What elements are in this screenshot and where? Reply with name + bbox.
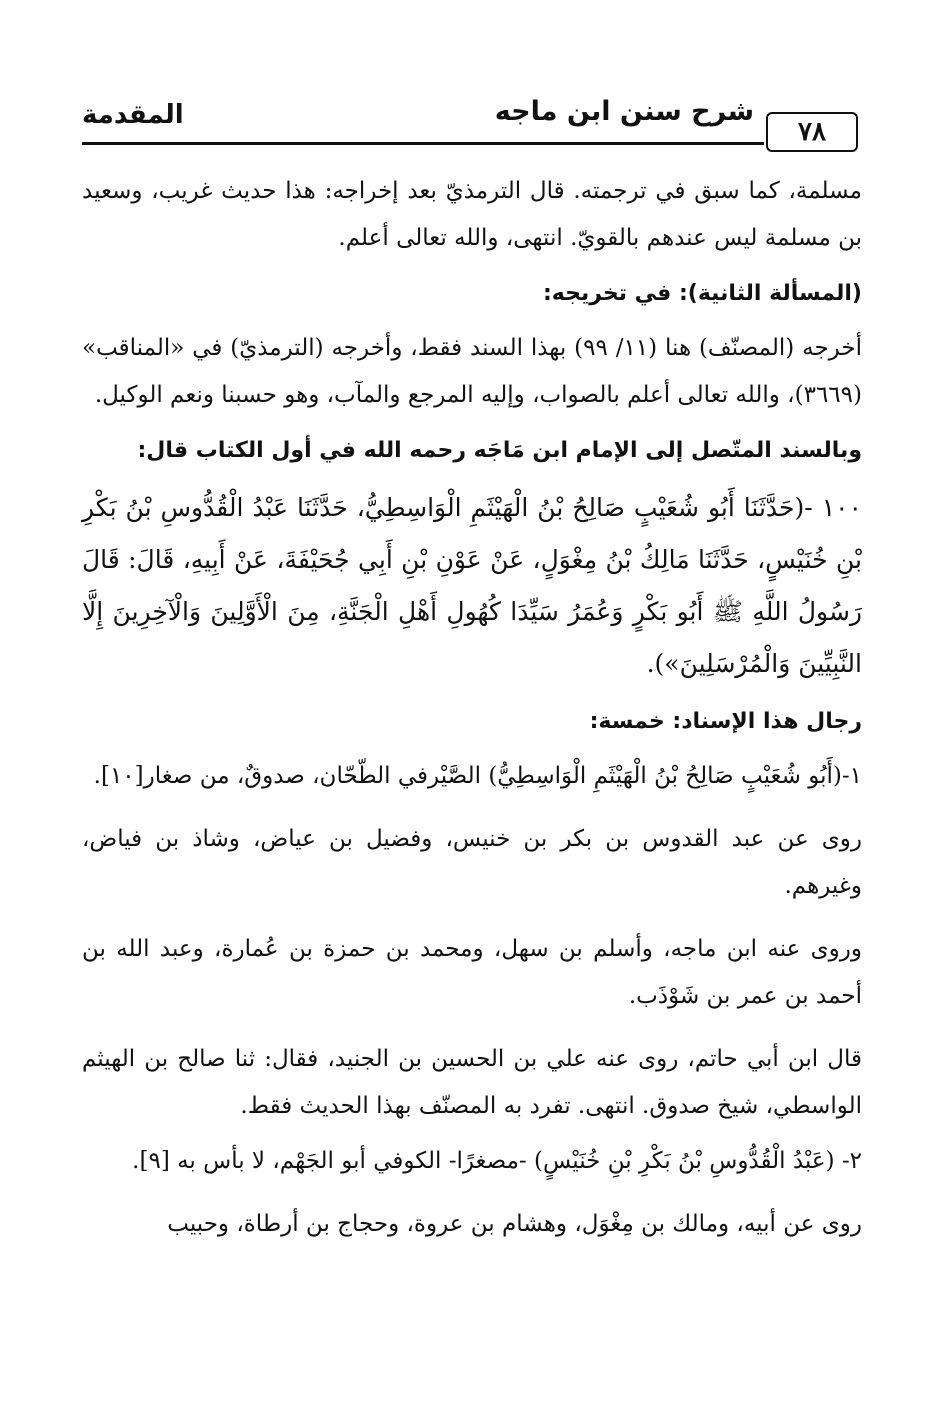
body-text <box>82 168 862 1256</box>
paragraph: قال ابن أبي حاتم، روى عنه علي بن الحسين بن الجنيد، فقال: ثنا صالح بن الهيثم الواسطي، شيخ صدوق. انتهى. تفرد به المصنّف بهذا الحديث فقط. <box>82 1046 862 1119</box>
page-number: ٧٨ <box>766 112 858 152</box>
narrator-entry: ٢- (عَبْدُ الْقُدُّوسِ بْنُ بَكْرِ بْنِ خُنَيْسٍ) -مصغرًا- الكوفي أبو الجَهْم، لا بأس به [٩]. <box>132 1148 862 1174</box>
hadith-text: ١٠٠ -(حَدَّثَنَا أَبُو شُعَيْبٍ صَالِحُ بْنُ الْهَيْثَمِ الْوَاسِطِيُّ، حَدَّثَنَا عَبْدُ الْقُدُّوسِ بْنُ بَكْرِ بْنِ خُنَيْسٍ، حَدَّثَنَا مَالِكُ بْنُ مِغْوَلٍ، عَنْ عَوْنِ بْنِ أَبِي جُحَيْفَةَ، عَنْ أَبِيهِ، قَالَ: قَالَ رَسُولُ اللَّهِ ﷺ أَبُو بَكْرٍ وَعُمَرُ سَيِّدَا كُهُولِ أَهْلِ الْجَنَّةِ، مِنَ الْأَوَّلِينَ وَالْآخِرِينَ إِلَّا النَّبِيِّينَ وَالْمُرْسَلِينَ»). <box>82 493 862 678</box>
page-header <box>82 96 858 156</box>
paragraph: روى عن عبد القدوس بن بكر بن خنيس، وفضيل بن عياض، وشاذ بن فياض، وغيرهم. <box>82 826 862 899</box>
header-divider <box>82 142 764 145</box>
section-title: المقدمة <box>82 100 184 130</box>
paragraph: مسلمة، كما سبق في ترجمته. قال الترمذيّ بعد إخراجه: هذا حديث غريب، وسعيد بن مسلمة ليس عندهم بالقويّ. انتهى، والله تعالى أعلم. <box>82 178 862 251</box>
narrator-entry: ١-(أَبُو شُعَيْبٍ صَالِحُ بْنُ الْهَيْثَمِ الْوَاسِطِيُّ) الصَّيْرفي الطّحّان، صدوقٌ، من صغار[١٠]. <box>93 763 862 789</box>
paragraph: أخرجه (المصنّف) هنا (١١/ ٩٩) بهذا السند فقط، وأخرجه (الترمذيّ) في «المناقب» (٣٦٦٩)، والله تعالى أعلم بالصواب، وإليه المرجع والمآب، وهو حسبنا ونعم الوكيل. <box>82 335 862 408</box>
paragraph: روى عن أبيه، ومالك بن مِغْوَل، وهشام بن عروة، وحجاج بن أرطاة، وحبيب <box>167 1211 862 1237</box>
section-heading: رجال هذا الإسناد: خمسة: <box>589 709 862 734</box>
section-heading: (المسألة الثانية): في تخريجه: <box>542 281 862 306</box>
book-title: شرح سنن ابن ماجه <box>494 96 754 127</box>
section-heading: وبالسند المتّصل إلى الإمام ابن مَاجَه رحمه الله في أول الكتاب قال: <box>137 438 862 463</box>
paragraph: وروى عنه ابن ماجه، وأسلم بن سهل، ومحمد بن حمزة بن عُمارة، وعبد الله بن أحمد بن عمر بن شَوْذَب. <box>82 936 862 1009</box>
